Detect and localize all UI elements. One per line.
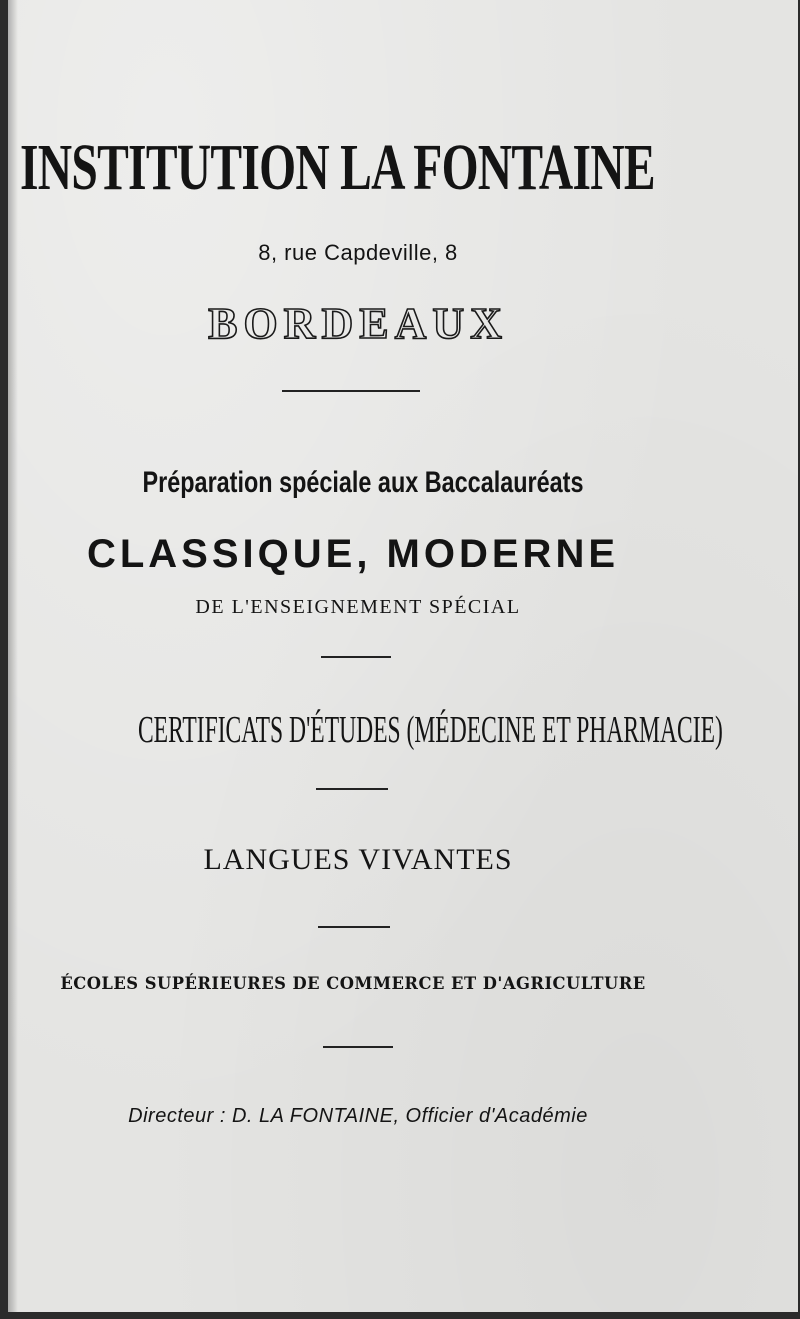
divider-rule — [316, 788, 388, 790]
institution-title: INSTITUTION LA FONTAINE — [20, 131, 655, 204]
divider-rule — [282, 390, 420, 392]
directeur-line: Directeur : D. LA FONTAINE, Officier d'Académie — [128, 1105, 588, 1127]
langues-vivantes-heading: LANGUES VIVANTES — [203, 843, 513, 876]
divider-rule — [318, 926, 390, 928]
divider-rule — [321, 656, 391, 658]
ecoles-superieures-line: ÉCOLES SUPÉRIEURES DE COMMERCE ET D'AGRICULTURE — [60, 974, 646, 994]
city-name: BORDEAUX — [208, 299, 508, 348]
divider-rule — [323, 1046, 393, 1048]
document-page — [8, 0, 798, 1312]
street-address: 8, rue Capdeville, 8 — [258, 240, 458, 265]
baccalaureat-types: CLASSIQUE, MODERNE — [86, 532, 620, 576]
enseignement-special-line: DE L'ENSEIGNEMENT SPÉCIAL — [195, 596, 521, 618]
preparation-heading: Préparation spéciale aux Baccalauréats — [142, 466, 584, 499]
certificats-line: CERTIFICATS D'ÉTUDES (MÉDECINE ET PHARMACIE) — [137, 709, 723, 751]
